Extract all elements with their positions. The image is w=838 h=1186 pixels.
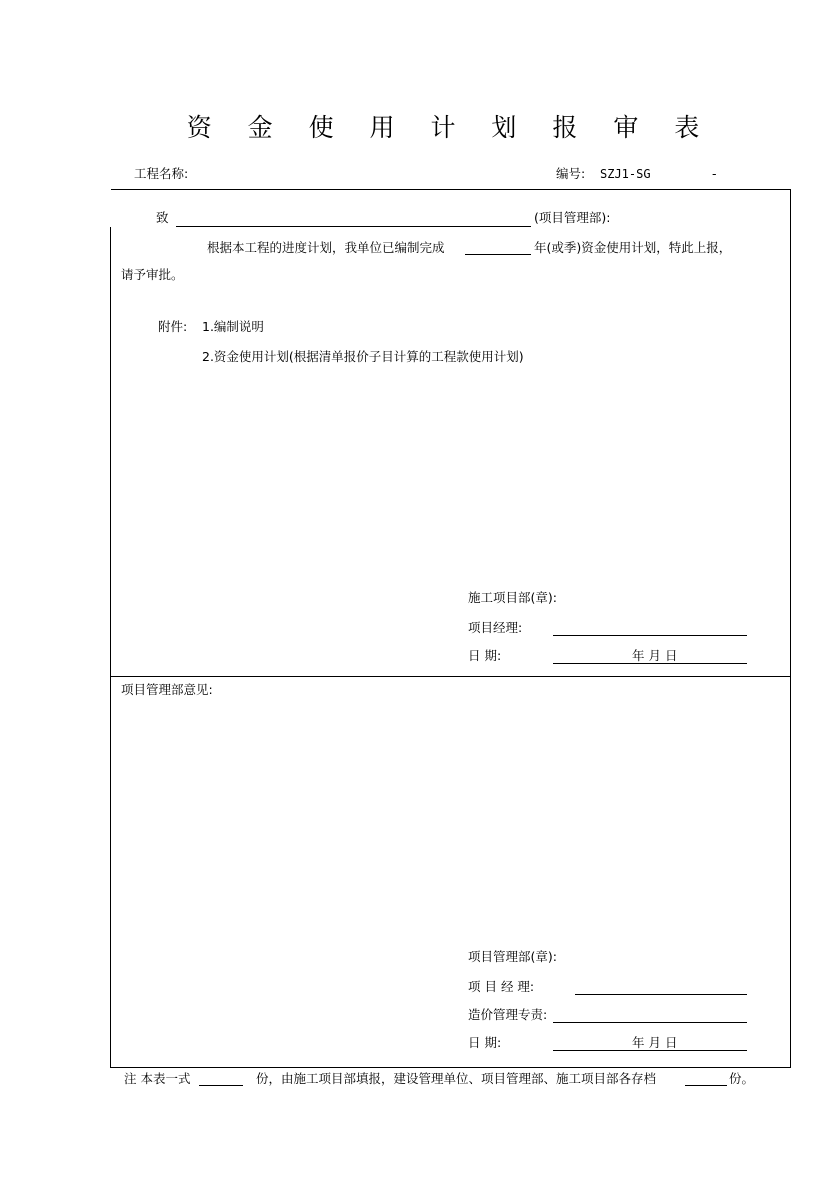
contractor-manager-line[interactable] [553, 635, 747, 636]
recipient-suffix: (项目管理部): [534, 210, 611, 225]
to-label: 致 [156, 210, 169, 225]
contractor-date-fields: 年 月 日 [632, 648, 678, 663]
management-section [110, 676, 791, 1068]
contractor-section [110, 189, 791, 677]
copies-line-2[interactable] [685, 1085, 727, 1086]
cost-officer-line[interactable] [553, 1022, 747, 1023]
contractor-seal-label: 施工项目部(章): [468, 590, 557, 605]
management-opinion-label: 项目管理部意见: [121, 682, 213, 697]
body-text-line1b: 年(或季)资金使用计划，特此上报， [534, 240, 732, 255]
period-line[interactable] [465, 254, 531, 255]
recipient-line[interactable] [176, 226, 531, 227]
attachment-item-2: 2.资金使用计划(根据清单报价子目计算的工程款使用计划) [202, 349, 524, 364]
form-title: 资 金 使 用 计 划 报 审 表 [186, 113, 714, 142]
cost-officer-label: 造价管理专责: [468, 1007, 548, 1022]
management-date-fields: 年 月 日 [632, 1035, 678, 1050]
project-name-label: 工程名称: [134, 166, 189, 181]
management-manager-line[interactable] [575, 994, 747, 995]
attachment-label: 附件: [158, 319, 188, 334]
attachment-item-1: 1.编制说明 [202, 319, 264, 334]
body-text-line1a: 根据本工程的进度计划，我单位已编制完成 [207, 240, 445, 255]
number-value: SZJ1-SG [600, 167, 651, 181]
contractor-manager-label: 项目经理: [468, 620, 523, 635]
number-label: 编号: [556, 166, 586, 181]
copies-line-1[interactable] [199, 1085, 243, 1086]
footnote-part1: 注 本表一式 [124, 1071, 191, 1086]
border-notch [108, 189, 111, 227]
footnote-part2: 份，由施工项目部填报，建设管理单位、项目管理部、施工项目部各存档 [256, 1071, 657, 1086]
contractor-date-label: 日 期: [468, 648, 502, 663]
number-dash: - [712, 166, 717, 181]
management-date-label: 日 期: [468, 1035, 502, 1050]
management-seal-label: 项目管理部(章): [468, 949, 557, 964]
body-text-line2: 请予审批。 [121, 267, 184, 282]
footnote-part3: 份。 [729, 1071, 755, 1086]
management-manager-label: 项 目 经 理: [468, 979, 535, 994]
